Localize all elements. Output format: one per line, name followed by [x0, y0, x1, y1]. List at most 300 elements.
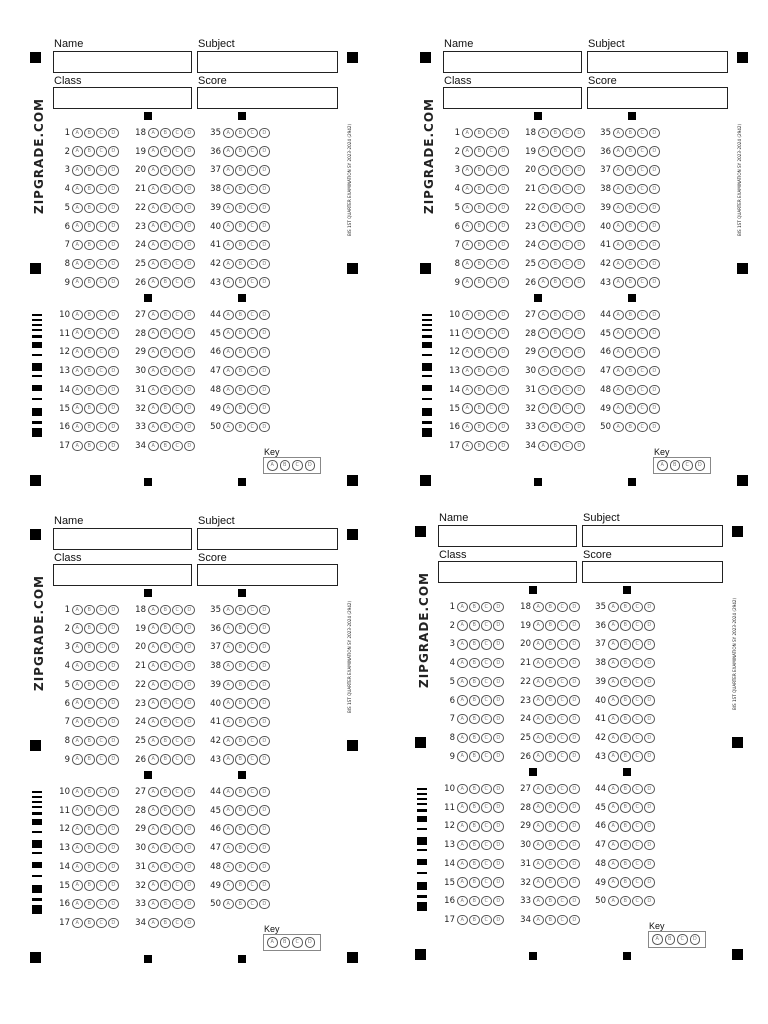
answer-bubble[interactable]: C: [172, 310, 183, 321]
answer-bubble[interactable]: B: [84, 698, 95, 709]
answer-bubble[interactable]: B: [84, 754, 95, 765]
answer-bubble[interactable]: B: [84, 422, 95, 433]
answer-bubble[interactable]: C: [96, 642, 107, 653]
answer-bubble[interactable]: C: [562, 128, 573, 139]
answer-bubble[interactable]: C: [481, 714, 492, 725]
answer-bubble[interactable]: D: [574, 146, 585, 157]
answer-bubble[interactable]: B: [235, 899, 246, 910]
answer-bubble[interactable]: A: [223, 661, 234, 672]
answer-bubble[interactable]: D: [108, 277, 119, 288]
answer-bubble[interactable]: C: [96, 146, 107, 157]
answer-bubble[interactable]: C: [486, 203, 497, 214]
answer-bubble[interactable]: A: [608, 784, 619, 795]
answer-bubble[interactable]: C: [172, 717, 183, 728]
answer-bubble[interactable]: A: [533, 915, 544, 926]
answer-bubble[interactable]: B: [625, 203, 636, 214]
answer-bubble[interactable]: D: [184, 717, 195, 728]
answer-bubble[interactable]: A: [608, 840, 619, 851]
answer-bubble[interactable]: D: [108, 642, 119, 653]
answer-bubble[interactable]: A: [72, 862, 83, 873]
answer-bubble[interactable]: D: [574, 347, 585, 358]
answer-bubble[interactable]: D: [259, 165, 270, 176]
answer-bubble[interactable]: B: [235, 277, 246, 288]
answer-bubble[interactable]: A: [613, 366, 624, 377]
answer-bubble[interactable]: C: [96, 328, 107, 339]
answer-bubble[interactable]: D: [569, 714, 580, 725]
answer-bubble[interactable]: C: [172, 698, 183, 709]
answer-bubble[interactable]: A: [148, 824, 159, 835]
key-bubble[interactable]: C: [682, 460, 693, 471]
answer-bubble[interactable]: B: [235, 385, 246, 396]
answer-bubble[interactable]: A: [457, 802, 468, 813]
answer-bubble[interactable]: B: [235, 605, 246, 616]
answer-bubble[interactable]: B: [235, 805, 246, 816]
key-bubble[interactable]: D: [305, 937, 316, 948]
answer-bubble[interactable]: B: [625, 146, 636, 157]
answer-bubble[interactable]: D: [184, 623, 195, 634]
answer-bubble[interactable]: D: [498, 277, 509, 288]
answer-bubble[interactable]: B: [84, 146, 95, 157]
answer-bubble[interactable]: C: [247, 661, 258, 672]
answer-bubble[interactable]: C: [557, 677, 568, 688]
answer-bubble[interactable]: D: [108, 787, 119, 798]
answer-bubble[interactable]: A: [538, 403, 549, 414]
answer-bubble[interactable]: D: [649, 240, 660, 251]
answer-bubble[interactable]: A: [223, 203, 234, 214]
answer-bubble[interactable]: B: [469, 602, 480, 613]
answer-bubble[interactable]: C: [562, 328, 573, 339]
answer-bubble[interactable]: B: [620, 784, 631, 795]
answer-bubble[interactable]: A: [148, 221, 159, 232]
answer-bubble[interactable]: A: [462, 422, 473, 433]
answer-bubble[interactable]: D: [574, 328, 585, 339]
answer-bubble[interactable]: C: [96, 862, 107, 873]
answer-bubble[interactable]: B: [545, 896, 556, 907]
answer-bubble[interactable]: A: [462, 165, 473, 176]
answer-bubble[interactable]: B: [235, 661, 246, 672]
answer-bubble[interactable]: D: [108, 146, 119, 157]
answer-bubble[interactable]: B: [160, 623, 171, 634]
answer-bubble[interactable]: C: [96, 277, 107, 288]
answer-bubble[interactable]: D: [184, 403, 195, 414]
answer-bubble[interactable]: C: [562, 165, 573, 176]
answer-bubble[interactable]: A: [613, 128, 624, 139]
answer-bubble[interactable]: A: [223, 805, 234, 816]
answer-bubble[interactable]: D: [108, 240, 119, 251]
answer-bubble[interactable]: B: [625, 422, 636, 433]
answer-bubble[interactable]: D: [574, 310, 585, 321]
answer-bubble[interactable]: B: [160, 259, 171, 270]
answer-bubble[interactable]: B: [235, 623, 246, 634]
answer-bubble[interactable]: C: [96, 310, 107, 321]
answer-bubble[interactable]: C: [247, 843, 258, 854]
answer-bubble[interactable]: B: [469, 821, 480, 832]
answer-bubble[interactable]: D: [108, 805, 119, 816]
answer-bubble[interactable]: A: [457, 915, 468, 926]
answer-bubble[interactable]: A: [457, 751, 468, 762]
answer-bubble[interactable]: C: [637, 240, 648, 251]
answer-bubble[interactable]: B: [160, 203, 171, 214]
answer-bubble[interactable]: B: [550, 277, 561, 288]
answer-bubble[interactable]: C: [637, 203, 648, 214]
answer-bubble[interactable]: A: [72, 824, 83, 835]
answer-bubble[interactable]: B: [160, 805, 171, 816]
answer-bubble[interactable]: A: [148, 862, 159, 873]
answer-bubble[interactable]: D: [644, 802, 655, 813]
answer-bubble[interactable]: C: [486, 277, 497, 288]
answer-bubble[interactable]: A: [72, 146, 83, 157]
answer-bubble[interactable]: D: [108, 680, 119, 691]
answer-bubble[interactable]: C: [481, 784, 492, 795]
answer-bubble[interactable]: B: [474, 146, 485, 157]
answer-bubble[interactable]: D: [574, 240, 585, 251]
answer-bubble[interactable]: A: [223, 403, 234, 414]
answer-bubble[interactable]: A: [457, 784, 468, 795]
answer-bubble[interactable]: A: [148, 165, 159, 176]
answer-bubble[interactable]: D: [493, 877, 504, 888]
answer-bubble[interactable]: A: [148, 717, 159, 728]
answer-bubble[interactable]: C: [172, 754, 183, 765]
answer-bubble[interactable]: C: [247, 862, 258, 873]
answer-bubble[interactable]: A: [223, 259, 234, 270]
answer-bubble[interactable]: C: [96, 805, 107, 816]
answer-bubble[interactable]: D: [184, 680, 195, 691]
answer-bubble[interactable]: A: [462, 146, 473, 157]
answer-bubble[interactable]: B: [550, 240, 561, 251]
answer-bubble[interactable]: A: [72, 918, 83, 929]
answer-bubble[interactable]: B: [84, 347, 95, 358]
answer-bubble[interactable]: D: [498, 259, 509, 270]
answer-bubble[interactable]: B: [620, 733, 631, 744]
answer-bubble[interactable]: A: [72, 717, 83, 728]
answer-bubble[interactable]: A: [462, 221, 473, 232]
answer-bubble[interactable]: C: [557, 639, 568, 650]
answer-bubble[interactable]: A: [608, 802, 619, 813]
answer-bubble[interactable]: D: [184, 754, 195, 765]
answer-bubble[interactable]: C: [557, 877, 568, 888]
answer-bubble[interactable]: C: [172, 259, 183, 270]
answer-bubble[interactable]: C: [96, 605, 107, 616]
answer-bubble[interactable]: A: [223, 146, 234, 157]
answer-bubble[interactable]: C: [96, 899, 107, 910]
answer-bubble[interactable]: D: [184, 918, 195, 929]
answer-bubble[interactable]: C: [557, 751, 568, 762]
answer-bubble[interactable]: B: [84, 259, 95, 270]
answer-bubble[interactable]: D: [649, 165, 660, 176]
answer-bubble[interactable]: D: [644, 751, 655, 762]
answer-bubble[interactable]: C: [96, 736, 107, 747]
answer-bubble[interactable]: D: [574, 385, 585, 396]
answer-bubble[interactable]: C: [247, 899, 258, 910]
answer-bubble[interactable]: C: [486, 328, 497, 339]
answer-bubble[interactable]: B: [235, 165, 246, 176]
key-bubble[interactable]: B: [280, 460, 291, 471]
answer-bubble[interactable]: D: [574, 203, 585, 214]
answer-bubble[interactable]: C: [632, 602, 643, 613]
answer-bubble[interactable]: A: [72, 165, 83, 176]
answer-bubble[interactable]: D: [259, 862, 270, 873]
answer-bubble[interactable]: C: [96, 165, 107, 176]
answer-bubble[interactable]: D: [184, 277, 195, 288]
answer-bubble[interactable]: A: [223, 310, 234, 321]
answer-bubble[interactable]: B: [625, 221, 636, 232]
answer-bubble[interactable]: D: [574, 422, 585, 433]
answer-bubble[interactable]: B: [84, 403, 95, 414]
answer-bubble[interactable]: D: [498, 328, 509, 339]
answer-bubble[interactable]: C: [637, 165, 648, 176]
answer-bubble[interactable]: C: [562, 259, 573, 270]
answer-bubble[interactable]: D: [498, 422, 509, 433]
answer-bubble[interactable]: D: [644, 896, 655, 907]
answer-bubble[interactable]: A: [608, 733, 619, 744]
answer-bubble[interactable]: D: [574, 221, 585, 232]
answer-bubble[interactable]: A: [223, 165, 234, 176]
answer-bubble[interactable]: A: [223, 680, 234, 691]
answer-bubble[interactable]: B: [84, 717, 95, 728]
answer-bubble[interactable]: A: [223, 754, 234, 765]
answer-bubble[interactable]: B: [545, 859, 556, 870]
answer-bubble[interactable]: A: [72, 310, 83, 321]
answer-bubble[interactable]: C: [562, 203, 573, 214]
answer-bubble[interactable]: A: [223, 623, 234, 634]
answer-bubble[interactable]: B: [235, 862, 246, 873]
answer-bubble[interactable]: C: [96, 259, 107, 270]
answer-bubble[interactable]: C: [481, 859, 492, 870]
answer-bubble[interactable]: A: [608, 602, 619, 613]
answer-bubble[interactable]: D: [498, 347, 509, 358]
answer-bubble[interactable]: B: [545, 802, 556, 813]
answer-bubble[interactable]: D: [108, 717, 119, 728]
answer-bubble[interactable]: D: [569, 840, 580, 851]
answer-bubble[interactable]: D: [644, 695, 655, 706]
answer-bubble[interactable]: D: [108, 128, 119, 139]
answer-bubble[interactable]: D: [259, 403, 270, 414]
answer-bubble[interactable]: A: [72, 754, 83, 765]
answer-bubble[interactable]: A: [148, 310, 159, 321]
answer-bubble[interactable]: C: [557, 784, 568, 795]
answer-bubble[interactable]: D: [569, 658, 580, 669]
answer-bubble[interactable]: A: [223, 128, 234, 139]
answer-bubble[interactable]: D: [259, 698, 270, 709]
answer-bubble[interactable]: C: [172, 787, 183, 798]
answer-bubble[interactable]: C: [632, 751, 643, 762]
answer-bubble[interactable]: D: [184, 184, 195, 195]
answer-bubble[interactable]: D: [108, 661, 119, 672]
answer-bubble[interactable]: A: [538, 184, 549, 195]
answer-bubble[interactable]: B: [625, 184, 636, 195]
answer-bubble[interactable]: B: [160, 328, 171, 339]
answer-bubble[interactable]: C: [632, 639, 643, 650]
answer-bubble[interactable]: A: [457, 620, 468, 631]
answer-bubble[interactable]: C: [632, 695, 643, 706]
answer-bubble[interactable]: C: [632, 877, 643, 888]
answer-bubble[interactable]: B: [550, 422, 561, 433]
answer-bubble[interactable]: B: [550, 259, 561, 270]
answer-bubble[interactable]: C: [562, 277, 573, 288]
answer-bubble[interactable]: A: [533, 821, 544, 832]
answer-bubble[interactable]: D: [108, 203, 119, 214]
answer-bubble[interactable]: C: [247, 605, 258, 616]
answer-bubble[interactable]: A: [72, 605, 83, 616]
answer-bubble[interactable]: A: [72, 441, 83, 452]
answer-bubble[interactable]: D: [644, 639, 655, 650]
answer-bubble[interactable]: A: [148, 843, 159, 854]
answer-bubble[interactable]: D: [649, 310, 660, 321]
answer-bubble[interactable]: B: [545, 677, 556, 688]
answer-bubble[interactable]: C: [481, 840, 492, 851]
answer-bubble[interactable]: C: [486, 441, 497, 452]
answer-bubble[interactable]: B: [235, 366, 246, 377]
answer-bubble[interactable]: C: [632, 658, 643, 669]
answer-bubble[interactable]: D: [184, 240, 195, 251]
answer-bubble[interactable]: D: [259, 754, 270, 765]
answer-bubble[interactable]: C: [632, 840, 643, 851]
answer-bubble[interactable]: A: [72, 880, 83, 891]
answer-bubble[interactable]: A: [148, 787, 159, 798]
answer-bubble[interactable]: B: [620, 840, 631, 851]
answer-bubble[interactable]: B: [160, 843, 171, 854]
key-bubble[interactable]: A: [657, 460, 668, 471]
answer-bubble[interactable]: C: [632, 784, 643, 795]
answer-bubble[interactable]: D: [493, 784, 504, 795]
answer-bubble[interactable]: C: [172, 918, 183, 929]
answer-bubble[interactable]: D: [569, 821, 580, 832]
answer-bubble[interactable]: A: [608, 751, 619, 762]
answer-bubble[interactable]: B: [474, 240, 485, 251]
answer-bubble[interactable]: B: [160, 899, 171, 910]
answer-bubble[interactable]: B: [474, 422, 485, 433]
answer-bubble[interactable]: D: [498, 441, 509, 452]
answer-bubble[interactable]: D: [108, 605, 119, 616]
answer-bubble[interactable]: C: [247, 277, 258, 288]
answer-bubble[interactable]: B: [545, 821, 556, 832]
key-bubble[interactable]: D: [305, 460, 316, 471]
answer-bubble[interactable]: A: [613, 347, 624, 358]
answer-bubble[interactable]: A: [148, 422, 159, 433]
answer-bubble[interactable]: C: [486, 403, 497, 414]
answer-bubble[interactable]: C: [247, 310, 258, 321]
answer-bubble[interactable]: D: [108, 422, 119, 433]
answer-bubble[interactable]: A: [538, 422, 549, 433]
answer-bubble[interactable]: C: [486, 184, 497, 195]
answer-bubble[interactable]: D: [569, 802, 580, 813]
answer-bubble[interactable]: C: [637, 385, 648, 396]
answer-bubble[interactable]: C: [562, 221, 573, 232]
answer-bubble[interactable]: B: [84, 899, 95, 910]
answer-bubble[interactable]: C: [637, 366, 648, 377]
answer-bubble[interactable]: D: [108, 698, 119, 709]
answer-bubble[interactable]: D: [574, 441, 585, 452]
answer-bubble[interactable]: A: [533, 877, 544, 888]
answer-bubble[interactable]: C: [172, 403, 183, 414]
answer-bubble[interactable]: A: [148, 680, 159, 691]
answer-bubble[interactable]: B: [84, 918, 95, 929]
answer-bubble[interactable]: A: [223, 862, 234, 873]
answer-bubble[interactable]: B: [160, 824, 171, 835]
answer-bubble[interactable]: D: [184, 824, 195, 835]
answer-bubble[interactable]: A: [148, 642, 159, 653]
answer-bubble[interactable]: A: [148, 203, 159, 214]
answer-bubble[interactable]: D: [184, 605, 195, 616]
answer-bubble[interactable]: A: [533, 859, 544, 870]
answer-bubble[interactable]: B: [84, 165, 95, 176]
answer-bubble[interactable]: D: [498, 221, 509, 232]
answer-bubble[interactable]: B: [625, 310, 636, 321]
answer-bubble[interactable]: B: [84, 328, 95, 339]
answer-bubble[interactable]: A: [148, 240, 159, 251]
answer-bubble[interactable]: D: [493, 751, 504, 762]
answer-bubble[interactable]: B: [469, 896, 480, 907]
key-bubble[interactable]: B: [280, 937, 291, 948]
answer-bubble[interactable]: A: [457, 714, 468, 725]
answer-bubble[interactable]: B: [235, 128, 246, 139]
answer-bubble[interactable]: C: [486, 259, 497, 270]
answer-bubble[interactable]: C: [637, 259, 648, 270]
answer-bubble[interactable]: B: [160, 347, 171, 358]
answer-bubble[interactable]: D: [569, 620, 580, 631]
answer-bubble[interactable]: D: [498, 184, 509, 195]
answer-bubble[interactable]: C: [481, 751, 492, 762]
answer-bubble[interactable]: C: [486, 347, 497, 358]
answer-bubble[interactable]: A: [613, 165, 624, 176]
answer-bubble[interactable]: C: [96, 698, 107, 709]
answer-bubble[interactable]: C: [632, 677, 643, 688]
answer-bubble[interactable]: A: [462, 366, 473, 377]
answer-bubble[interactable]: A: [457, 821, 468, 832]
answer-bubble[interactable]: C: [481, 695, 492, 706]
answer-bubble[interactable]: A: [457, 677, 468, 688]
answer-bubble[interactable]: B: [620, 639, 631, 650]
answer-bubble[interactable]: C: [632, 714, 643, 725]
answer-bubble[interactable]: A: [457, 840, 468, 851]
answer-bubble[interactable]: A: [72, 661, 83, 672]
answer-bubble[interactable]: A: [223, 642, 234, 653]
answer-bubble[interactable]: C: [172, 203, 183, 214]
answer-bubble[interactable]: D: [184, 805, 195, 816]
answer-bubble[interactable]: D: [569, 602, 580, 613]
answer-bubble[interactable]: D: [498, 366, 509, 377]
answer-bubble[interactable]: C: [172, 805, 183, 816]
answer-bubble[interactable]: C: [486, 128, 497, 139]
answer-bubble[interactable]: D: [569, 915, 580, 926]
answer-bubble[interactable]: B: [625, 403, 636, 414]
answer-bubble[interactable]: D: [184, 347, 195, 358]
answer-bubble[interactable]: C: [96, 184, 107, 195]
answer-bubble[interactable]: C: [172, 736, 183, 747]
answer-bubble[interactable]: A: [72, 366, 83, 377]
answer-bubble[interactable]: B: [620, 859, 631, 870]
answer-bubble[interactable]: B: [625, 259, 636, 270]
answer-bubble[interactable]: D: [184, 642, 195, 653]
answer-bubble[interactable]: C: [172, 680, 183, 691]
answer-bubble[interactable]: B: [84, 310, 95, 321]
answer-bubble[interactable]: C: [96, 385, 107, 396]
answer-bubble[interactable]: C: [96, 203, 107, 214]
answer-bubble[interactable]: C: [486, 221, 497, 232]
answer-bubble[interactable]: C: [481, 733, 492, 744]
answer-bubble[interactable]: C: [481, 802, 492, 813]
answer-bubble[interactable]: C: [486, 165, 497, 176]
answer-bubble[interactable]: A: [538, 259, 549, 270]
answer-bubble[interactable]: A: [538, 441, 549, 452]
answer-bubble[interactable]: C: [247, 146, 258, 157]
answer-bubble[interactable]: A: [608, 877, 619, 888]
answer-bubble[interactable]: B: [474, 203, 485, 214]
answer-bubble[interactable]: C: [247, 736, 258, 747]
answer-bubble[interactable]: A: [72, 128, 83, 139]
answer-bubble[interactable]: C: [172, 661, 183, 672]
answer-bubble[interactable]: B: [545, 733, 556, 744]
